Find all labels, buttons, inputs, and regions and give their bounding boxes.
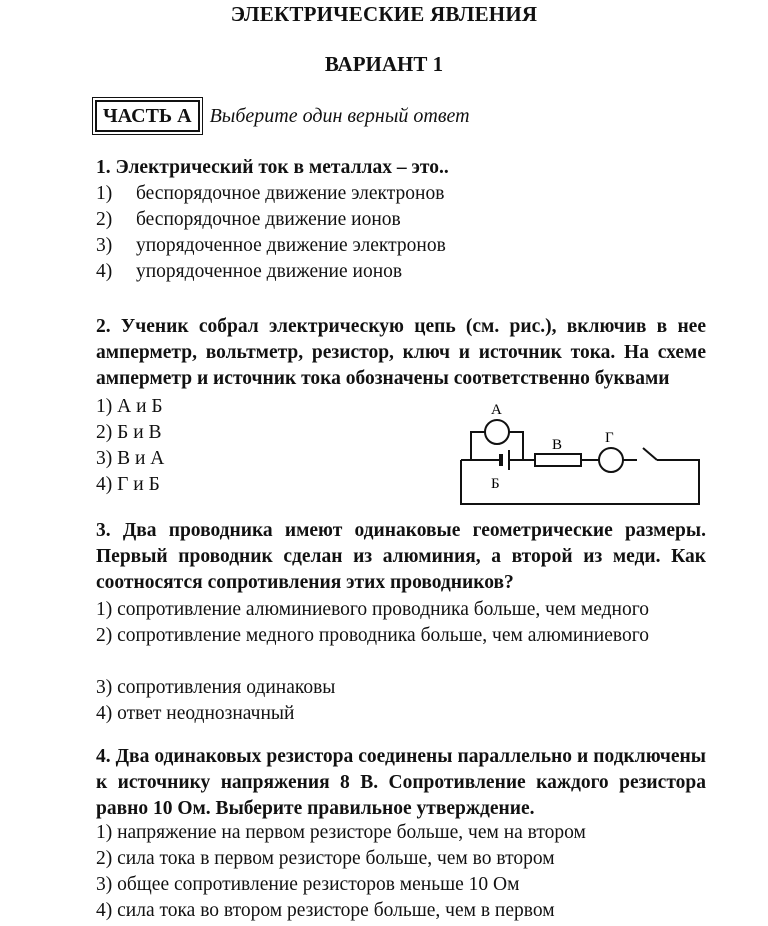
label-b: Б — [491, 476, 500, 492]
resistor-icon — [535, 454, 581, 466]
part-header — [95, 100, 470, 132]
q1-option-3 — [96, 233, 446, 259]
meter-g-icon — [599, 448, 623, 472]
question-3-text: 3. Два проводника имеют одинаковые геометрические размеры. Первый проводник сделан из алюминия, а второй из меди. Как соотносятся сопротивления этих проводников? — [96, 520, 706, 593]
part-instruction: Выберите один верный ответ — [209, 104, 470, 127]
q4-option-2: 2) сила тока в первом резисторе больше, чем во втором — [96, 848, 555, 869]
q4-option-3: 3) общее сопротивление резисторов меньше 10 Ом — [96, 874, 520, 895]
question-2-text: 2. Ученик собрал электрическую цепь (см. рис.), включив в нее амперметр, вольтметр, резистор, ключ и источник тока. На схеме амперметр и источник тока обозначены соответственно буквами — [96, 316, 706, 389]
q3-option-4: 4) ответ неоднозначный — [96, 703, 295, 724]
q3-option-3: 3) сопротивления одинаковы — [96, 677, 336, 698]
q1-option-text: беспорядочное движение ионов — [136, 209, 401, 230]
branch-wire — [509, 432, 523, 460]
q1-option-1 — [96, 181, 444, 207]
q2-option-4: 4) Г и Б — [96, 474, 160, 495]
q1-option-number: 3) — [96, 235, 113, 256]
q1-option-number: 4) — [96, 261, 113, 282]
meter-a-icon — [485, 420, 509, 444]
question-4-text: 4. Два одинаковых резистора соединены параллельно и подключены к источнику напряжения 8 В. Сопротивление каждого резистора равно 10 Ом. Выберите правильное утверждение. — [96, 746, 706, 819]
q1-option-text: упорядоченное движение электронов — [136, 235, 446, 256]
q1-option-number: 1) — [96, 183, 113, 204]
q1-option-2 — [96, 207, 401, 233]
label-a: А — [491, 402, 502, 418]
circuit-diagram — [455, 398, 705, 506]
switch-icon — [643, 448, 657, 460]
question-1-text: 1. Электрический ток в металлах – это.. — [96, 157, 449, 178]
branch-wire — [471, 432, 485, 460]
q1-option-number: 2) — [96, 209, 113, 230]
q3-option-2: 2) сопротивление медного проводника больше, чем алюминиевого — [96, 625, 649, 646]
variant-heading: ВАРИАНТ 1 — [324, 52, 444, 76]
page-title: ЭЛЕКТРИЧЕСКИЕ ЯВЛЕНИЯ — [230, 2, 538, 26]
q2-option-1: 1) А и Б — [96, 396, 163, 417]
q4-option-1: 1) напряжение на первом резисторе больше, чем на втором — [96, 822, 586, 843]
label-g: Г — [605, 430, 614, 446]
q2-option-2: 2) Б и В — [96, 422, 162, 443]
q1-option-text: упорядоченное движение ионов — [136, 261, 403, 282]
q2-option-3: 3) В и А — [96, 448, 165, 469]
q1-option-4 — [96, 259, 402, 285]
q4-option-4: 4) сила тока во втором резисторе больше, чем в первом — [96, 900, 555, 921]
label-v: В — [552, 437, 563, 453]
q1-option-text: беспорядочное движение электронов — [136, 183, 445, 204]
q3-option-1: 1) сопротивление алюминиевого проводника больше, чем медного — [96, 599, 649, 620]
part-label: ЧАСТЬ А — [95, 100, 200, 132]
